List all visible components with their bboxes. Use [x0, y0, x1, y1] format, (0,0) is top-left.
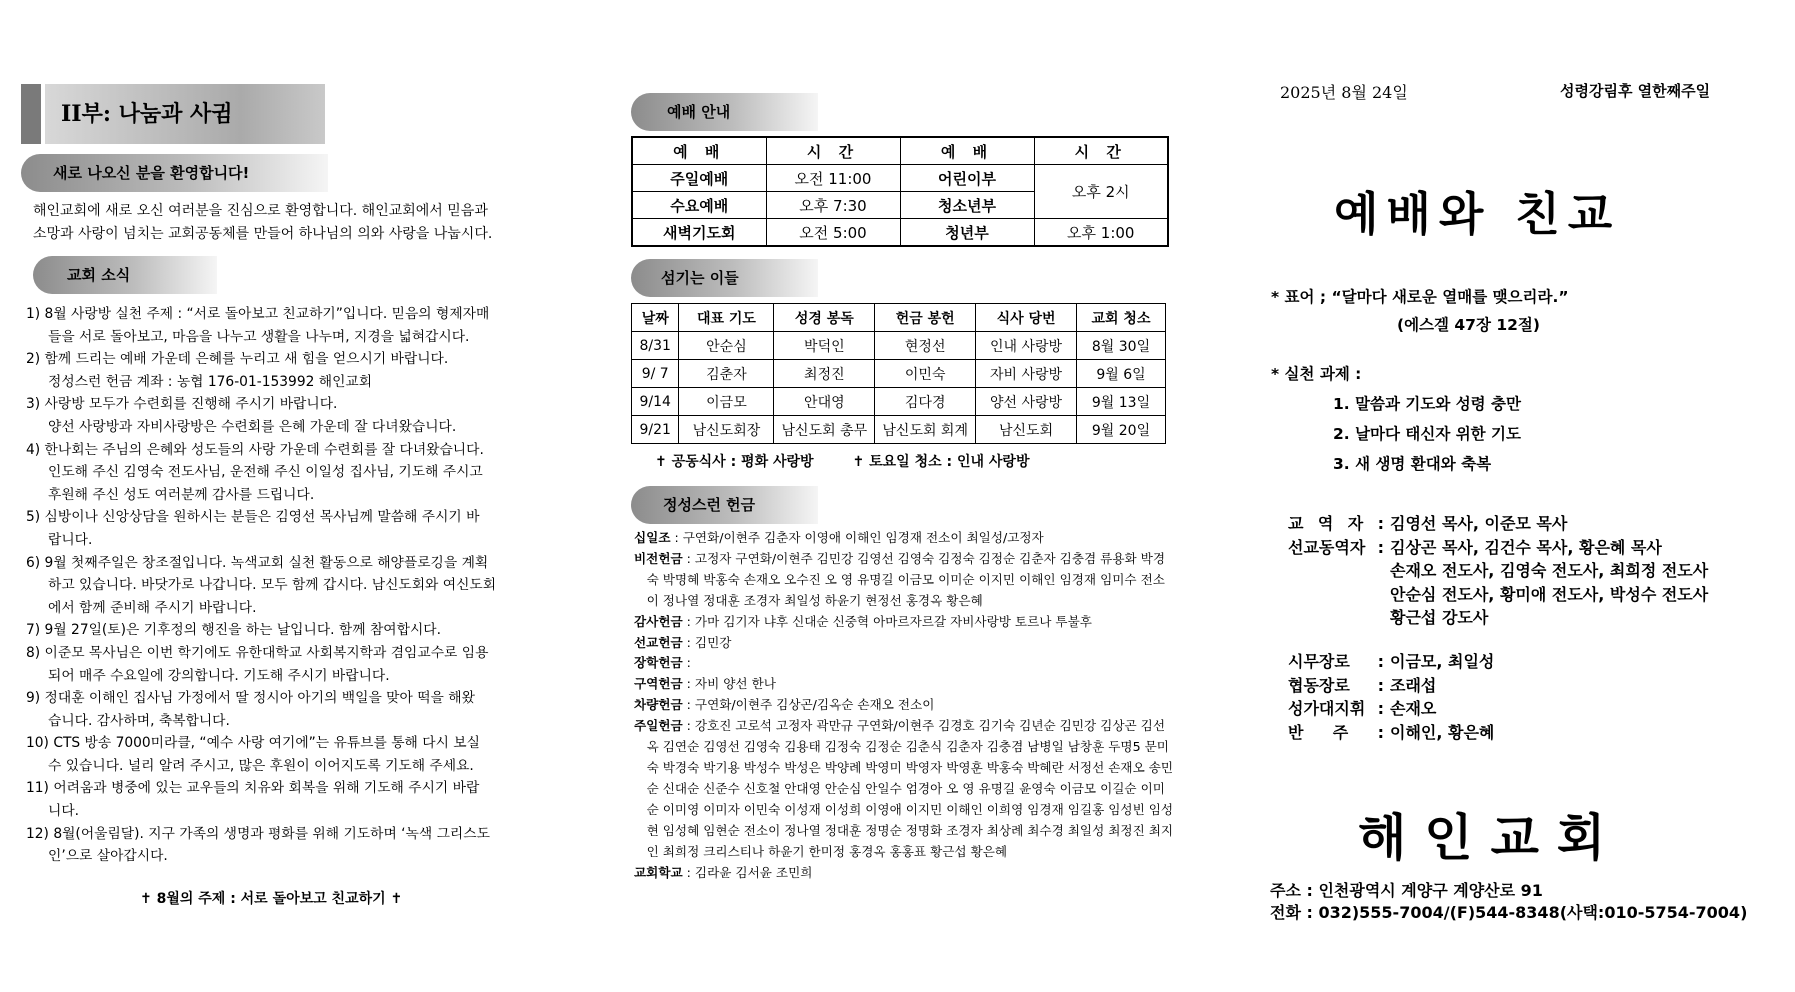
title-side-bar: [21, 84, 41, 144]
serve-header: 날짜: [632, 304, 679, 332]
worship-header-row: [632, 137, 1168, 165]
news-item: 3) 사랑방 모두가 수련회를 진행해 주시기 바랍니다.: [26, 396, 338, 413]
news-item: 5) 심방이나 신앙상담을 원하시는 분들은 김영선 목사님께 말씀해 주시기 바: [26, 509, 480, 526]
news-item: 6) 9월 첫째주일은 창조절입니다. 녹색교회 실천 활동으로 해양플로깅을 계획: [26, 554, 489, 571]
staff-row: [1288, 674, 1494, 698]
worship-row: [632, 219, 1168, 247]
staff-row: [1288, 512, 1708, 536]
serve-header-row: [632, 304, 1166, 332]
serve-header: 교회 청소: [1076, 304, 1165, 332]
offering-separator: :: [682, 634, 695, 650]
worship-header: 예 배: [900, 137, 1034, 165]
worship-name: 청소년부: [900, 192, 1034, 219]
news-item: 인’으로 살아갑시다.: [48, 848, 168, 865]
staff-key: 선교동역자 :: [1288, 537, 1384, 557]
worship-time: 오후 2시: [1034, 165, 1168, 219]
contact-block: [1270, 880, 1747, 924]
worship-name: 주일예배: [632, 165, 766, 192]
offering-row: [634, 863, 1176, 884]
staff-row: [1288, 536, 1708, 560]
serve-table: [631, 303, 1166, 444]
news-item: 에서 함께 준비해 주시기 바랍니다.: [48, 599, 257, 616]
offering-row: [634, 653, 1176, 674]
serve-header: 성경 봉독: [774, 304, 875, 332]
serve-cell: 9월 13일: [1076, 388, 1165, 416]
staff-value: 손재오 전도사, 김영숙 전도사, 최희정 전도사: [1390, 561, 1709, 580]
serve-cell: 인내 사랑방: [976, 332, 1077, 360]
offering-label: 차량헌금: [634, 697, 683, 713]
offering-row: [634, 695, 1176, 716]
news-item: 수 있습니다. 널리 알려 주시고, 많은 후원이 이어지도록 기도해 주세요.: [48, 757, 474, 774]
serve-note: [655, 451, 1029, 471]
practice-item: 2. 날마다 태신자 위한 기도: [1333, 425, 1521, 443]
worship-time: 오전 11:00: [766, 165, 900, 192]
serve-cell: 안대영: [774, 388, 875, 416]
serve-cell: 자비 사랑방: [976, 360, 1077, 388]
news-item: 되어 매주 수요일에 강의합니다. 기도해 주시기 바랍니다.: [48, 667, 390, 684]
offering-row: [634, 633, 1176, 654]
offering-row: [634, 528, 1176, 549]
serve-header: 대표 기도: [679, 304, 774, 332]
serve-cell: 이민숙: [875, 360, 976, 388]
serve-cell: 8/31: [632, 332, 679, 360]
offering-separator: :: [682, 718, 695, 734]
bulletin-title: 예배와 친교: [1334, 187, 1621, 241]
staff-value: 김상곤 목사, 김건수 목사, 황은혜 목사: [1390, 537, 1662, 557]
serve-cell: 박덕인: [774, 332, 875, 360]
news-item: 10) CTS 방송 7000미라클, “예수 사랑 여기에”는 유튜브를 통해 다시 보실: [26, 735, 480, 752]
offering-label: 교회학교: [634, 864, 683, 880]
worship-name: 어린이부: [900, 165, 1034, 192]
staff-list: [1288, 512, 1708, 630]
practice-label: * 실천 과제 :: [1271, 365, 1362, 383]
church-name: 해인교회: [1358, 809, 1624, 867]
practice-item: 1. 말씀과 기도와 성령 충만: [1333, 395, 1521, 413]
worship-heading: 예배 안내: [631, 93, 818, 131]
offering-names: 김민강: [694, 634, 732, 650]
staff-value: 김영선 목사, 이준모 목사: [1390, 514, 1568, 533]
news-item: 하고 있습니다. 바닷가로 나갑니다. 모두 함께 갑시다. 남신도회와 여신도회: [48, 577, 497, 594]
welcome-text: [33, 200, 593, 245]
offering-separator: :: [682, 655, 691, 671]
staff-value: 안순심 전도사, 황미애 전도사, 박성수 전도사: [1390, 584, 1709, 604]
worship-header: 시 간: [1034, 137, 1168, 165]
offering-separator: :: [682, 864, 695, 880]
serve-row: [632, 388, 1166, 416]
offering-label: 감사헌금: [634, 613, 683, 629]
staff-row: [1288, 606, 1708, 630]
news-item: 2) 함께 드리는 예배 가운데 은혜를 누리고 새 힘을 얻으시기 바랍니다.: [26, 351, 449, 368]
serve-header: 헌금 봉헌: [875, 304, 976, 332]
serve-cell: 9월 6일: [1076, 360, 1165, 388]
serve-cell: 양선 사랑방: [976, 388, 1077, 416]
serve-row: [632, 360, 1166, 388]
news-item: 인도해 주신 김영숙 전도사님, 운전해 주신 이일성 집사님, 기도해 주시고: [48, 464, 483, 481]
worship-header: 예 배: [632, 137, 766, 165]
offering-row: [634, 549, 1176, 612]
serve-cell: 9/21: [632, 416, 679, 444]
serve-cell: 남신도회 총무: [774, 416, 875, 444]
news-item: 4) 한나회는 주님의 은혜와 성도들의 사랑 가운데 수련회를 잘 다녀왔습니다.: [26, 441, 484, 458]
staff-key: 교 역 자 :: [1288, 514, 1384, 533]
offering-label: 선교헌금: [634, 634, 683, 650]
serve-cell: 9/14: [632, 388, 679, 416]
offering-list: [634, 528, 1176, 883]
worship-name: 수요예배: [632, 192, 766, 219]
phone: 전화 : 032)555-7004/(F)544-8348(사택:010-5754-7004): [1270, 903, 1748, 922]
offering-separator: :: [682, 550, 695, 566]
offering-separator: :: [682, 676, 695, 692]
worship-header: 시 간: [766, 137, 900, 165]
staff-key: 시무장로 :: [1288, 652, 1384, 671]
serve-row: [632, 332, 1166, 360]
worship-row: [632, 165, 1168, 192]
serve-cell: 9/ 7: [632, 360, 679, 388]
staff-value: 이금모, 최일성: [1390, 652, 1495, 671]
welcome-line: 소망과 사랑이 넘치는 교회공동체를 만들어 하나님의 의와 사랑을 나눕시다.: [33, 225, 493, 242]
staff-value: 손재오: [1390, 699, 1437, 718]
offering-separator: :: [670, 530, 683, 545]
news-item: 12) 8월(어울림달). 지구 가족의 생명과 평화를 위해 기도하며 ‘녹색 그리스도: [26, 825, 490, 842]
serve-cell: 김춘자: [679, 360, 774, 388]
offering-names: 김라윤 김서윤 조민희: [694, 864, 813, 880]
practice-item: 3. 새 생명 환대와 축복: [1333, 455, 1492, 473]
staff-row: [1288, 721, 1494, 745]
news-item: 1) 8월 사랑방 실천 주제 : “서로 돌아보고 친교하기”입니다. 믿음의 형제자매: [26, 306, 490, 322]
offering-row: [634, 612, 1176, 633]
serve-row: [632, 416, 1166, 444]
serve-cell: 8월 30일: [1076, 332, 1165, 360]
staff-row: [1288, 650, 1494, 674]
staff-value: 이해인, 황은혜: [1390, 722, 1495, 742]
staff-key: 협동장로 :: [1288, 675, 1384, 695]
serve-cell: 9월 20일: [1076, 416, 1165, 444]
practice-block: [1271, 359, 1521, 479]
welcome-line: 해인교회에 새로 오신 여러분을 진심으로 환영합니다. 해인교회에서 믿음과: [33, 203, 488, 219]
serve-cell: 최정진: [774, 360, 875, 388]
news-list: [26, 303, 586, 868]
offering-names: 구연화/이현주 김춘자 이영애 이해인 임경재 전소이 최일성/고정자: [682, 530, 1044, 545]
news-item: 습니다. 감사하며, 축복합니다.: [48, 712, 230, 729]
offering-row: [634, 674, 1176, 695]
bulletin-date: 2025년 8월 24일: [1280, 83, 1408, 102]
news-item: 랍니다.: [48, 531, 93, 548]
motto: * 표어 ; “달마다 새로운 열매를 맺으리라.”: [1271, 288, 1569, 306]
serve-cell: 안순심: [679, 332, 774, 360]
worship-table: [631, 136, 1169, 247]
serve-heading: 섬기는 이들: [631, 259, 818, 297]
offering-row: [634, 716, 1176, 862]
news-item: 들을 서로 돌아보고, 마음을 나누고 생활을 나누며, 지경을 넓혀갑시다.: [48, 328, 470, 345]
offering-separator: :: [682, 613, 695, 629]
serve-cell: 남신도회: [976, 416, 1077, 444]
worship-name: 청년부: [900, 219, 1034, 247]
part-title: [21, 84, 325, 144]
offering-names: 강호진 고로석 고정자 곽만규 구연화/이현주 김경호 김기숙 김년순 김민강 김상곤 김선옥 김연순 김영선 김영숙 김용태 김정숙 김정순 김춘식 김춘자 김충겸 남병일 남창훈 두명5 문미숙 박경숙 박기용 박성수 박성은 박양례 박영미 박영자 박영훈 박홍숙 박혜란 서정선 손재오 송민순 신대순 신준수 신호철 안대영 안순심 안일수 엄경아 오 영 유명길 윤영숙 이금모 이길순 이미순 이미영 이미자 이민숙 이성재 이성희 이영애 이지민 이해인 이희영 임경재 임길홍 임성빈 임성현 임성혜 임현순 전소이 정나열 정대훈 정명순 정명화 조경자 최상례 최수경 최일성 최정진 최지인 최희정 크리스티나 하윤기 한미정 홍경옥 홍홍표 황근섭 황은혜: [646, 718, 1174, 859]
offering-names: 가마 김기자 냐후 신대순 신중혁 아마르자르갈 자비사랑방 토르나 투불후: [694, 613, 1092, 629]
offering-label: 십일조: [634, 530, 671, 545]
offering-heading: 정성스런 헌금: [631, 486, 818, 524]
news-item: 8) 이준모 목사님은 이번 학기에도 유한대학교 사회복지학과 겸임교수로 임용: [26, 644, 489, 661]
offering-label: 비전헌금: [634, 550, 683, 566]
staff-row: [1288, 583, 1708, 607]
staff-row: [1288, 559, 1708, 583]
welcome-heading: 새로 나오신 분을 환영합니다!: [21, 154, 328, 192]
offering-names: 자비 양선 한나: [694, 676, 776, 692]
news-heading: 교회 소식: [33, 256, 217, 294]
worship-time: 오후 7:30: [766, 192, 900, 219]
news-item: 11) 어려움과 병중에 있는 교우들의 치유와 회복을 위해 기도해 주시기 바랍: [26, 780, 480, 797]
motto-verse: (에스겔 47장 12절): [1397, 316, 1540, 334]
staff-value: 조래섭: [1390, 675, 1437, 695]
offering-label: 장학헌금: [634, 655, 683, 671]
liturgical-week: 성령강림후 열한째주일: [1560, 82, 1711, 100]
part-title-text: II부: 나눔과 사귐: [45, 84, 325, 144]
serve-cell: 김다경: [875, 388, 976, 416]
staff-key: 성가대지휘 :: [1288, 699, 1384, 718]
offering-label: 구역헌금: [634, 676, 683, 692]
news-item: 정성스런 헌금 계좌 : 농협 176-01-153992 해인교회: [48, 373, 373, 390]
serve-header: 식사 당번: [976, 304, 1077, 332]
offering-separator: :: [682, 697, 695, 713]
news-item: 7) 9월 27일(토)은 기후정의 행진을 하는 날입니다. 함께 참여합시다.: [26, 622, 441, 639]
worship-time: 오전 5:00: [766, 219, 900, 247]
monthly-theme: ✝ 8월의 주제 : 서로 돌아보고 친교하기 ✝: [140, 891, 403, 907]
staff-row: [1288, 697, 1494, 721]
staff-key: 반 주 :: [1288, 722, 1384, 742]
news-item: 양선 사랑방과 자비사랑방은 수련회를 은혜 가운데 잘 다녀왔습니다.: [48, 418, 457, 435]
staff-value: 황근섭 강도사: [1390, 608, 1489, 627]
worship-time: 오후 1:00: [1034, 219, 1168, 247]
serve-cell: 현정선: [875, 332, 976, 360]
address: 주소 : 인천광역시 계양구 계양산로 91: [1270, 881, 1543, 900]
serve-cell: 남신도회 회계: [875, 416, 976, 444]
serve-cell: 남신도회장: [679, 416, 774, 444]
news-item: 니다.: [48, 803, 80, 820]
serve-note-text: ✝ 공동식사 : 평화 사랑방 ✝ 토요일 청소 : 인내 사랑방: [655, 454, 1030, 470]
news-item: 후원해 주신 성도 여러분께 감사를 드립니다.: [48, 486, 315, 503]
offering-label: 주일헌금: [634, 718, 683, 734]
elders-list: [1288, 650, 1494, 744]
offering-names: 구연화/이현주 김상곤/김옥순 손재오 전소이: [694, 697, 935, 713]
news-item: 9) 정대훈 이해인 집사님 가정에서 딸 정시아 아기의 백일을 맞아 떡을 해왔: [26, 690, 475, 707]
offering-names: 고정자 구연화/이현주 김민강 김영선 김영숙 김정숙 김정순 김춘자 김충겸 류용화 박경숙 박명혜 박홍숙 손재오 오수진 오 영 유명길 이금모 이미순 이지민 이해인 임경재 임미수 전소이 정나열 정대훈 조경자 최일성 하윤기 현정선 홍경옥 황은혜: [646, 550, 1165, 608]
serve-cell: 이금모: [679, 388, 774, 416]
worship-name: 새벽기도회: [632, 219, 766, 247]
